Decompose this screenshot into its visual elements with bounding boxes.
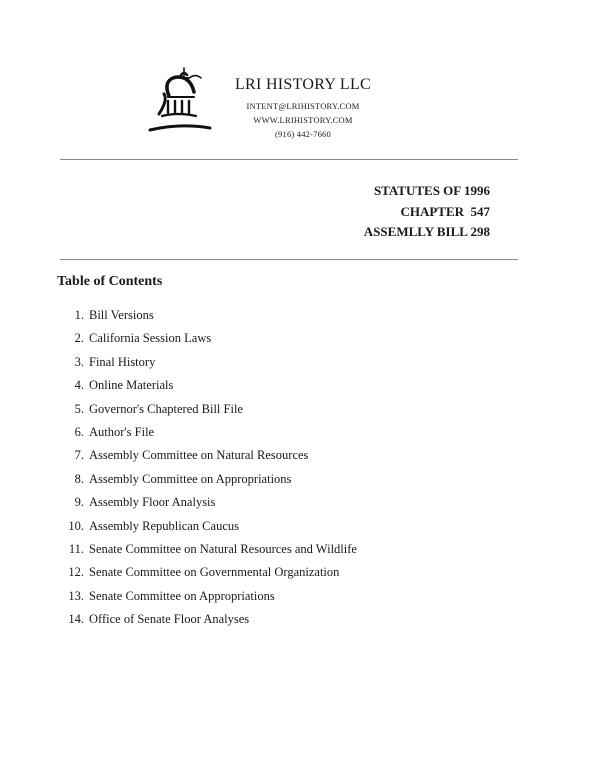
toc-item-number: 12. — [68, 565, 84, 580]
toc-item-label: Bill Versions — [89, 308, 154, 322]
toc-item — [60, 329, 212, 352]
toc-item-label: California Session Laws — [89, 331, 212, 346]
toc-item-number: 8. — [74, 471, 84, 486]
toc-item — [60, 610, 250, 633]
chapter-number: CHAPTER 547 — [400, 203, 490, 219]
toc-item-label: Office of Senate Floor Analyses — [89, 612, 250, 627]
toc-item — [60, 540, 357, 563]
toc-item-label: Senate Committee on Appropriations — [89, 588, 275, 603]
toc-item-label: Assembly Republican Caucus — [89, 518, 239, 533]
statutes-year: STATUTES OF 1996 — [373, 183, 490, 198]
toc-item — [60, 306, 154, 329]
toc-item — [60, 517, 239, 540]
company-email: INTENT@LRIHISTORY.COM — [246, 101, 360, 111]
statute-divider — [60, 259, 518, 260]
company-website: WWW.LRIHISTORY.COM — [253, 115, 353, 125]
toc-item — [60, 446, 309, 469]
company-name: LRI HISTORY LLC — [234, 76, 372, 93]
company-header — [228, 76, 378, 141]
toc-item-label: Assembly Floor Analysis — [89, 495, 216, 510]
toc-item-number: 10. — [68, 518, 84, 533]
toc-item-number: 14. — [68, 612, 84, 627]
bill-number: ASSEMLLY BILL 298 — [363, 224, 490, 239]
toc-item-number: 4. — [74, 378, 84, 393]
toc-item-number: 13. — [68, 588, 84, 603]
company-phone: (916) 442-7660 — [275, 129, 331, 139]
toc-item-label: Senate Committee on Governmental Organization — [89, 565, 340, 580]
toc-item-number: 5. — [74, 401, 84, 416]
toc-item-number: 6. — [74, 424, 84, 439]
toc-item — [60, 353, 156, 376]
toc-item-label: Online Materials — [89, 378, 174, 393]
toc-item — [60, 587, 275, 610]
toc-item-label: Assembly Committee on Appropriations — [89, 471, 292, 486]
toc-item-number: 7. — [74, 448, 84, 463]
toc-item-label: Final History — [89, 354, 156, 369]
toc-item — [60, 470, 292, 493]
toc-title: Table of Contents — [57, 274, 163, 289]
toc-item-number: 2. — [74, 331, 84, 346]
toc-item — [60, 423, 155, 446]
toc-item — [60, 563, 340, 586]
toc-item — [60, 493, 216, 516]
toc-item-label: Author's File — [89, 424, 155, 439]
toc-item-label: Senate Committee on Natural Resources and Wildlife — [89, 541, 357, 556]
toc-item-number: 9. — [74, 495, 84, 510]
statute-block — [364, 181, 490, 243]
toc-item-label: Assembly Committee on Natural Resources — [89, 448, 309, 463]
toc-item — [60, 400, 243, 423]
toc-item-number: 1. — [74, 308, 84, 322]
toc-item-number: 11. — [68, 541, 84, 556]
toc-item — [60, 376, 174, 399]
toc-item-number: 3. — [74, 354, 84, 369]
header-divider — [60, 159, 518, 160]
toc-item-label: Governor's Chaptered Bill File — [89, 401, 243, 416]
toc-list — [60, 306, 357, 633]
capitol-dome-icon — [146, 66, 212, 138]
